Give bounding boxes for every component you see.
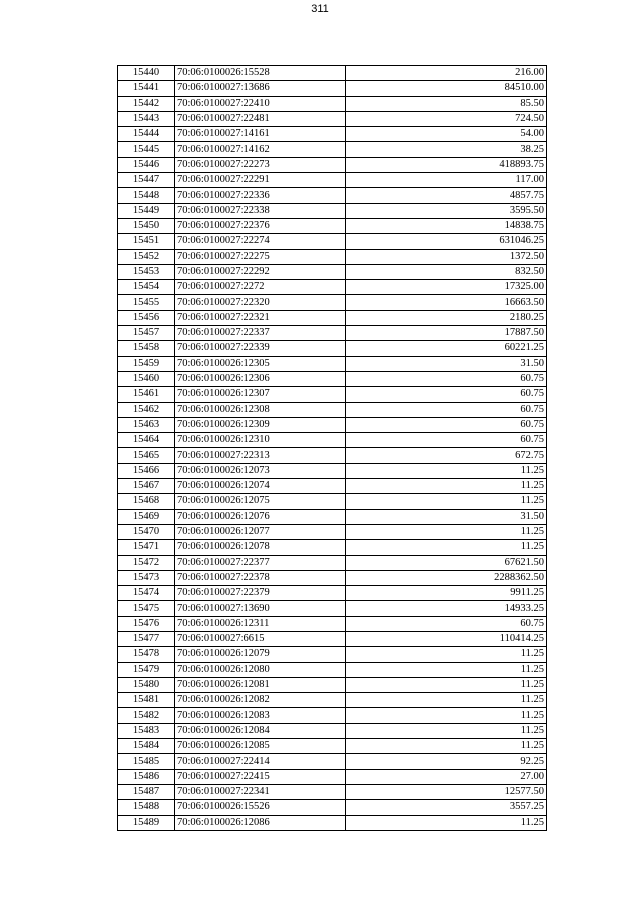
table-row [118,234,547,249]
table-row [118,494,547,509]
cadastral-number-cell: 70:06:0100026:12084 [175,723,346,738]
value-cell: 11.25 [346,662,547,677]
table-row [118,601,547,616]
cadastral-number-cell: 70:06:0100026:12310 [175,433,346,448]
cadastral-number-cell: 70:06:0100026:12082 [175,693,346,708]
table-row [118,356,547,371]
cadastral-number-cell: 70:06:0100026:12077 [175,524,346,539]
table-row [118,647,547,662]
cadastral-number-cell: 70:06:0100026:12311 [175,616,346,631]
row-number-cell: 15483 [118,723,175,738]
row-number-cell: 15476 [118,616,175,631]
cadastral-number-cell: 70:06:0100026:15528 [175,66,346,81]
row-number-cell: 15462 [118,402,175,417]
value-cell: 418893.75 [346,157,547,172]
row-number-cell: 15479 [118,662,175,677]
row-number-cell: 15460 [118,371,175,386]
table-row [118,662,547,677]
value-cell: 11.25 [346,739,547,754]
table-row [118,754,547,769]
page-number: 311 [311,3,329,15]
table-row [118,586,547,601]
value-cell: 3595.50 [346,203,547,218]
table-row [118,111,547,126]
table-row [118,188,547,203]
table-row [118,96,547,111]
row-number-cell: 15480 [118,677,175,692]
cadastral-number-cell: 70:06:0100026:12086 [175,815,346,830]
cadastral-number-cell: 70:06:0100026:12081 [175,677,346,692]
value-cell: 27.00 [346,769,547,784]
cadastral-number-cell: 70:06:0100026:12085 [175,739,346,754]
table-row [118,570,547,585]
table-row [118,463,547,478]
cadastral-number-cell: 70:06:0100027:13690 [175,601,346,616]
cadastral-number-cell: 70:06:0100027:22313 [175,448,346,463]
value-cell: 31.50 [346,509,547,524]
value-cell: 110414.25 [346,631,547,646]
cadastral-number-cell: 70:06:0100027:22339 [175,341,346,356]
value-cell: 4857.75 [346,188,547,203]
value-cell: 60221.25 [346,341,547,356]
row-number-cell: 15475 [118,601,175,616]
row-number-cell: 15454 [118,280,175,295]
row-number-cell: 15451 [118,234,175,249]
row-number-cell: 15473 [118,570,175,585]
table-row [118,326,547,341]
row-number-cell: 15465 [118,448,175,463]
cadastral-table-body [118,66,547,831]
table-row [118,723,547,738]
value-cell: 11.25 [346,647,547,662]
row-number-cell: 15455 [118,295,175,310]
cadastral-number-cell: 70:06:0100027:2272 [175,280,346,295]
row-number-cell: 15468 [118,494,175,509]
value-cell: 11.25 [346,463,547,478]
cadastral-number-cell: 70:06:0100027:22338 [175,203,346,218]
value-cell: 11.25 [346,540,547,555]
table-row [118,555,547,570]
row-number-cell: 15441 [118,81,175,96]
value-cell: 14933.25 [346,601,547,616]
value-cell: 92.25 [346,754,547,769]
row-number-cell: 15472 [118,555,175,570]
cadastral-number-cell: 70:06:0100027:13686 [175,81,346,96]
cadastral-number-cell: 70:06:0100027:22291 [175,173,346,188]
row-number-cell: 15466 [118,463,175,478]
value-cell: 12577.50 [346,784,547,799]
cadastral-number-cell: 70:06:0100026:12309 [175,417,346,432]
row-number-cell: 15452 [118,249,175,264]
table-row [118,142,547,157]
table-row [118,218,547,233]
table-row [118,295,547,310]
table-row [118,616,547,631]
table-row [118,387,547,402]
value-cell: 67621.50 [346,555,547,570]
value-cell: 60.75 [346,387,547,402]
row-number-cell: 15456 [118,310,175,325]
cadastral-number-cell: 70:06:0100027:22274 [175,234,346,249]
value-cell: 216.00 [346,66,547,81]
value-cell: 38.25 [346,142,547,157]
value-cell: 11.25 [346,494,547,509]
cadastral-number-cell: 70:06:0100027:22379 [175,586,346,601]
table-row [118,157,547,172]
cadastral-number-cell: 70:06:0100026:12079 [175,647,346,662]
table-row [118,280,547,295]
value-cell: 1372.50 [346,249,547,264]
cadastral-number-cell: 70:06:0100026:12308 [175,402,346,417]
row-number-cell: 15484 [118,739,175,754]
cadastral-number-cell: 70:06:0100027:22481 [175,111,346,126]
value-cell: 631046.25 [346,234,547,249]
table-row [118,203,547,218]
cadastral-number-cell: 70:06:0100027:14161 [175,127,346,142]
table-row [118,66,547,81]
table-row [118,800,547,815]
value-cell: 672.75 [346,448,547,463]
row-number-cell: 15464 [118,433,175,448]
value-cell: 724.50 [346,111,547,126]
value-cell: 11.25 [346,479,547,494]
row-number-cell: 15471 [118,540,175,555]
table-row [118,524,547,539]
value-cell: 11.25 [346,693,547,708]
cadastral-number-cell: 70:06:0100026:15526 [175,800,346,815]
cadastral-number-cell: 70:06:0100026:12305 [175,356,346,371]
value-cell: 11.25 [346,677,547,692]
row-number-cell: 15486 [118,769,175,784]
table-row [118,448,547,463]
row-number-cell: 15463 [118,417,175,432]
value-cell: 9911.25 [346,586,547,601]
cadastral-number-cell: 70:06:0100027:6615 [175,631,346,646]
row-number-cell: 15488 [118,800,175,815]
row-number-cell: 15481 [118,693,175,708]
table-row [118,509,547,524]
value-cell: 85.50 [346,96,547,111]
value-cell: 60.75 [346,417,547,432]
row-number-cell: 15467 [118,479,175,494]
row-number-cell: 15474 [118,586,175,601]
row-number-cell: 15443 [118,111,175,126]
row-number-cell: 15446 [118,157,175,172]
table-row [118,677,547,692]
table-row [118,264,547,279]
cadastral-number-cell: 70:06:0100026:12080 [175,662,346,677]
table-row [118,631,547,646]
table-row [118,784,547,799]
table-row [118,693,547,708]
cadastral-number-cell: 70:06:0100026:12078 [175,540,346,555]
row-number-cell: 15442 [118,96,175,111]
row-number-cell: 15469 [118,509,175,524]
cadastral-number-cell: 70:06:0100026:12073 [175,463,346,478]
cadastral-number-cell: 70:06:0100026:12307 [175,387,346,402]
value-cell: 60.75 [346,371,547,386]
table-row [118,173,547,188]
row-number-cell: 15478 [118,647,175,662]
value-cell: 11.25 [346,815,547,830]
row-number-cell: 15458 [118,341,175,356]
cadastral-number-cell: 70:06:0100027:22292 [175,264,346,279]
value-cell: 2180.25 [346,310,547,325]
cadastral-number-cell: 70:06:0100027:22410 [175,96,346,111]
cadastral-number-cell: 70:06:0100027:22414 [175,754,346,769]
value-cell: 2288362.50 [346,570,547,585]
table-row [118,341,547,356]
table-row [118,708,547,723]
cadastral-number-cell: 70:06:0100026:12083 [175,708,346,723]
table-row [118,417,547,432]
table-row [118,402,547,417]
cadastral-number-cell: 70:06:0100026:12075 [175,494,346,509]
cadastral-table [117,65,547,831]
value-cell: 3557.25 [346,800,547,815]
table-row [118,479,547,494]
value-cell: 17325.00 [346,280,547,295]
cadastral-number-cell: 70:06:0100026:12074 [175,479,346,494]
cadastral-number-cell: 70:06:0100027:22377 [175,555,346,570]
table-row [118,81,547,96]
row-number-cell: 15453 [118,264,175,279]
value-cell: 832.50 [346,264,547,279]
row-number-cell: 15477 [118,631,175,646]
table-row [118,249,547,264]
cadastral-number-cell: 70:06:0100027:22320 [175,295,346,310]
row-number-cell: 15457 [118,326,175,341]
cadastral-number-cell: 70:06:0100027:22415 [175,769,346,784]
value-cell: 11.25 [346,524,547,539]
value-cell: 60.75 [346,433,547,448]
row-number-cell: 15461 [118,387,175,402]
cadastral-number-cell: 70:06:0100026:12306 [175,371,346,386]
row-number-cell: 15487 [118,784,175,799]
value-cell: 31.50 [346,356,547,371]
row-number-cell: 15450 [118,218,175,233]
value-cell: 14838.75 [346,218,547,233]
cadastral-number-cell: 70:06:0100027:22275 [175,249,346,264]
row-number-cell: 15444 [118,127,175,142]
row-number-cell: 15440 [118,66,175,81]
cadastral-number-cell: 70:06:0100027:22337 [175,326,346,341]
row-number-cell: 15448 [118,188,175,203]
row-number-cell: 15489 [118,815,175,830]
value-cell: 11.25 [346,723,547,738]
table-row [118,739,547,754]
table-row [118,127,547,142]
cadastral-number-cell: 70:06:0100027:22336 [175,188,346,203]
cadastral-number-cell: 70:06:0100026:12076 [175,509,346,524]
table-row [118,540,547,555]
value-cell: 11.25 [346,708,547,723]
table-row [118,815,547,830]
row-number-cell: 15459 [118,356,175,371]
cadastral-number-cell: 70:06:0100027:14162 [175,142,346,157]
row-number-cell: 15485 [118,754,175,769]
table-row [118,433,547,448]
cadastral-number-cell: 70:06:0100027:22341 [175,784,346,799]
cadastral-number-cell: 70:06:0100027:22321 [175,310,346,325]
cadastral-number-cell: 70:06:0100027:22376 [175,218,346,233]
value-cell: 60.75 [346,616,547,631]
cadastral-number-cell: 70:06:0100027:22378 [175,570,346,585]
value-cell: 60.75 [346,402,547,417]
value-cell: 84510.00 [346,81,547,96]
table-row [118,371,547,386]
value-cell: 117.00 [346,173,547,188]
row-number-cell: 15470 [118,524,175,539]
value-cell: 17887.50 [346,326,547,341]
row-number-cell: 15445 [118,142,175,157]
value-cell: 54.00 [346,127,547,142]
value-cell: 16663.50 [346,295,547,310]
row-number-cell: 15482 [118,708,175,723]
table-row [118,769,547,784]
table-row [118,310,547,325]
row-number-cell: 15449 [118,203,175,218]
cadastral-number-cell: 70:06:0100027:22273 [175,157,346,172]
row-number-cell: 15447 [118,173,175,188]
